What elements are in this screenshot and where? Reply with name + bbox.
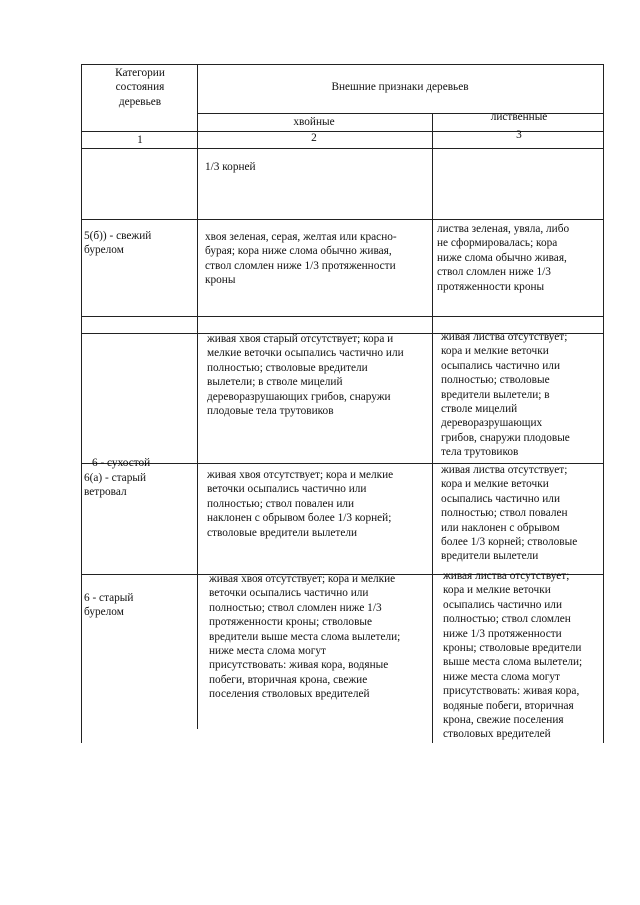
- row-4-conifer: живая хвоя отсутствует; кора и мелкие веточки осыпались частично или полностью; ствол повален или наклонен с обрывом более 1/3 корней; стволовые вредители вылетели: [207, 469, 394, 539]
- column-separator-1: [197, 64, 198, 729]
- row-5-category: 6 - старый бурелом: [84, 592, 134, 619]
- table-border-left: [81, 64, 82, 743]
- row-4-deciduous: живая листва отсутствует; кора и мелкие веточки осыпались частично или полностью; ствол повален или наклонен с обрывом более 1/3 корней; стволовые вредители вылетели: [441, 464, 578, 563]
- row-2-conifer: хвоя зеленая, серая, желтая или красно- бурая; кора ниже слома обычно живая, ствол сломлен ниже 1/3 протяженности кроны: [205, 231, 397, 287]
- header-category-title: Категории состояния деревьев: [115, 67, 165, 108]
- header-number-2: 2: [311, 132, 317, 144]
- table-border-top: [81, 64, 604, 65]
- row-3-deciduous: живая листва отсутствует; кора и мелкие веточки осыпались частично или полностью; стволовые вредители вылетели; в стволе мицелий дереворазрушающих грибов, снаружи плодовые тела трутовиков: [441, 331, 570, 459]
- row-2-category: 5(б)) - свежий бурелом: [84, 230, 152, 257]
- row-2-deciduous: листва зеленая, увяла, либо не сформировалась; кора ниже слома обычно живая, ствол сломлен ниже 1/3 протяженности кроны: [437, 223, 570, 293]
- header-external-signs-title: Внешние признаки деревьев: [331, 81, 469, 93]
- header-conifer: хвойные: [293, 116, 335, 128]
- row-4-category: 6(а) - старый ветровал: [84, 472, 146, 499]
- row-1-conifer: 1/3 корней: [205, 161, 256, 173]
- header-number-3: 3: [516, 129, 522, 141]
- row-divider-1: [81, 219, 604, 220]
- header-number-1: 1: [137, 134, 143, 146]
- row-5-deciduous: живая листва отсутствует; кора и мелкие веточки осыпались частично или полностью; ствол сломлен ниже 1/3 протяженности кроны; стволовые вредители выше места слома вылетели; ниже места слома могут присутствовать: живая кора, водяные побеги, вторичная крона, свежие поселения стволовых вредителей: [443, 570, 583, 741]
- row-divider-2: [81, 316, 604, 317]
- row-5-conifer: живая хвоя отсутствует; кора и мелкие веточки осыпались частично или полностью; ствол сломлен ниже 1/3 протяженности кроны; стволовые вредители выше места слома вылетели; ниже места слома могут присутствовать: живая кора, водяные побеги, вторичная крона, свежие поселения стволовых вредителей: [209, 573, 401, 701]
- row-3-category: 6 - сухостой: [92, 457, 151, 469]
- header-deciduous: лиственные: [490, 111, 548, 123]
- row-3-conifer: живая хвоя старый отсутствует; кора и мелкие веточки осыпались частично или полностью; стволовые вредители вылетели; в стволе мицелий дереворазрушающих грибов, снаружи плодовые тела трутовиков: [207, 333, 404, 418]
- numbers-bottom-line: [81, 148, 604, 149]
